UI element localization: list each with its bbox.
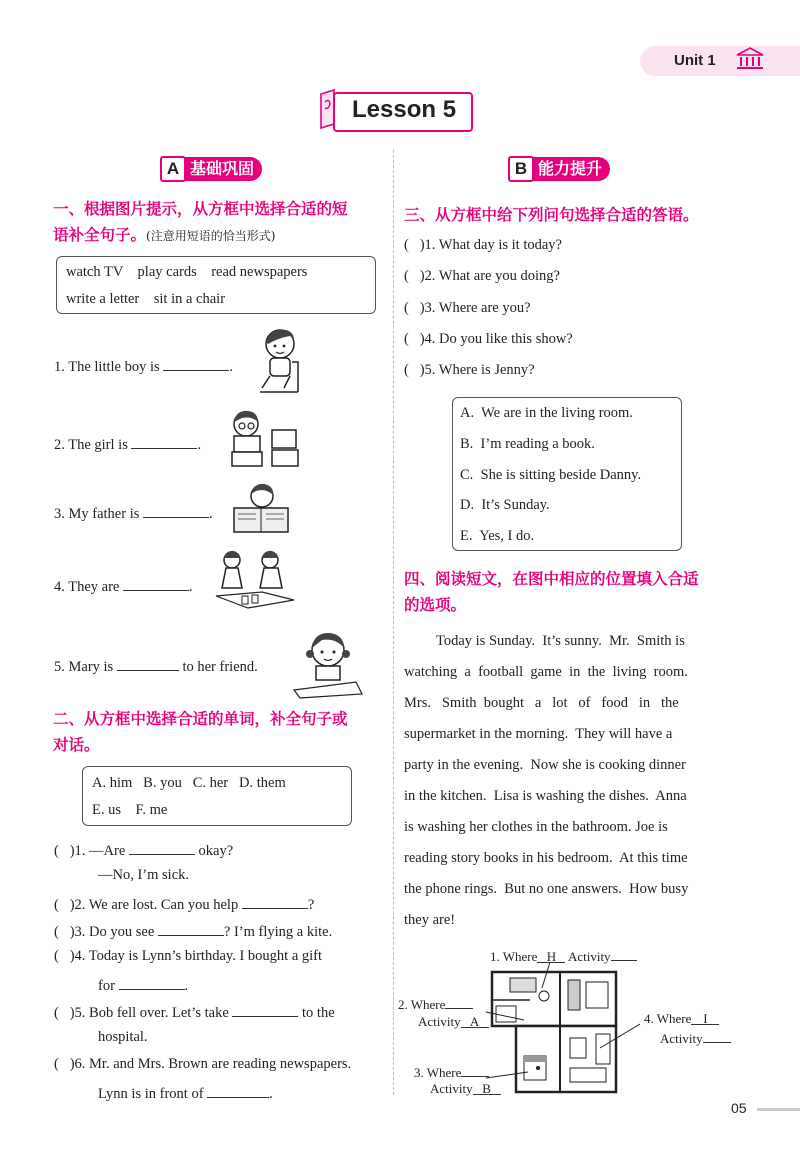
item-text: . xyxy=(209,506,213,522)
label-text: 3. Where xyxy=(414,1065,462,1080)
part3-answer-b: B. I’m reading a book. xyxy=(460,436,595,452)
item-text: Lynn is in front of xyxy=(98,1086,208,1102)
section-b-label: 能力提升 xyxy=(532,157,610,181)
answer-blank[interactable] xyxy=(611,947,637,961)
answer-blank[interactable] xyxy=(143,503,209,518)
answer-blank[interactable] xyxy=(119,975,185,990)
building-icon xyxy=(735,46,765,76)
part1-item-4 xyxy=(54,576,193,596)
label-text: 4. Where xyxy=(644,1011,692,1026)
part2-heading-line1: 二、从方框中选择合适的单词，补全句子或 xyxy=(53,709,348,728)
answer-blank[interactable] xyxy=(691,1011,719,1025)
diagram-label-4-activity xyxy=(660,1029,731,1047)
part1-item-3 xyxy=(54,503,213,523)
answer-blank[interactable] xyxy=(123,576,189,591)
item-text: ( )1. —Are xyxy=(54,843,129,859)
passage-line: supermarket in the morning. They will have a xyxy=(404,726,673,742)
part2-item-6: ( )6. Mr. and Mrs. Brown are reading newspapers. xyxy=(54,1056,352,1072)
item-text: ? I’m flying a kite. xyxy=(223,924,333,940)
part3-question-1: ( )1. What day is it today? xyxy=(404,237,562,253)
father-reading-newspaper-illustration xyxy=(226,482,296,538)
passage-line: is washing her clothes in the bathroom. Joe is xyxy=(404,819,668,835)
part2-item-5-cont: hospital. xyxy=(98,1029,148,1045)
part2-item-3 xyxy=(54,921,332,941)
diagram-label-3-where xyxy=(414,1063,489,1081)
item-text: ( )3. Do you see xyxy=(54,924,158,940)
part1-heading-line1: 一、根据图片提示，从方框中选择合适的短 xyxy=(53,199,348,218)
answer-blank[interactable] xyxy=(117,656,179,671)
part2-item-6-cont xyxy=(98,1083,273,1103)
answer-blank[interactable] xyxy=(703,1029,731,1043)
part1-item-1 xyxy=(54,356,233,376)
item-text: ( )5. Bob fell over. Let’s take xyxy=(54,1005,233,1021)
unit-tab xyxy=(640,46,800,76)
answer-blank[interactable] xyxy=(242,894,308,909)
column-divider xyxy=(393,150,394,1095)
item-text: 2. The girl is xyxy=(54,437,132,453)
answer-text: B xyxy=(482,1081,491,1096)
item-text: ( )2. We are lost. Can you help xyxy=(54,897,242,913)
part3-answer-c: C. She is sitting beside Danny. xyxy=(460,467,642,483)
part3-question-3: ( )3. Where are you? xyxy=(404,300,531,316)
children-playing-cards-illustration xyxy=(212,548,298,610)
item-text: . xyxy=(269,1086,273,1102)
part2-box-line2: E. us F. me xyxy=(92,802,168,818)
item-text: . xyxy=(188,579,193,595)
part2-item-2 xyxy=(54,894,314,914)
item-text: . xyxy=(229,359,233,375)
label-text: Activity xyxy=(660,1031,703,1046)
item-text: . xyxy=(197,437,202,453)
answer-text: H xyxy=(546,949,557,964)
part4-heading-line2: 的选项。 xyxy=(404,595,467,614)
item-text: to the xyxy=(298,1005,335,1021)
answer-blank[interactable] xyxy=(207,1083,269,1098)
answer-blank[interactable] xyxy=(163,356,229,371)
part3-answer-a: A. We are in the living room. xyxy=(460,405,633,421)
part3-question-4: ( )4. Do you like this show? xyxy=(404,331,573,347)
passage-line: Today is Sunday. It’s sunny. Mr. Smith is xyxy=(436,633,685,649)
answer-blank[interactable] xyxy=(131,434,197,449)
part4-passage xyxy=(404,626,730,936)
part3-answer-e: E. Yes, I do. xyxy=(460,528,535,544)
answer-blank[interactable] xyxy=(129,840,195,855)
part4-heading-line1: 四、阅读短文，在图中相应的位置填入合适 xyxy=(404,569,699,588)
item-text: okay? xyxy=(194,843,234,859)
passage-line: in the kitchen. Lisa is washing the dishes. Anna xyxy=(404,788,687,804)
part2-item-4: ( )4. Today is Lynn’s birthday. I bought a gift xyxy=(54,948,323,964)
item-text: ? xyxy=(307,897,315,913)
item-text: . xyxy=(184,978,189,994)
part3-answer-d: D. It’s Sunday. xyxy=(460,497,550,513)
part2-item-4-cont xyxy=(98,975,188,995)
passage-line: Mrs. Smith bought a lot of food in the xyxy=(404,695,679,711)
page-footer-bar xyxy=(757,1108,800,1111)
answer-blank[interactable] xyxy=(232,1002,298,1017)
part2-item-1-cont: —No, I’m sick. xyxy=(98,867,190,883)
label-text: 2. Where xyxy=(398,997,446,1012)
passage-line: reading story books in his bedroom. At this time xyxy=(404,850,688,866)
girl-watching-tv-illustration xyxy=(222,408,302,470)
item-text: 3. My father is xyxy=(54,506,143,522)
part1-heading xyxy=(53,196,388,249)
item-text: 4. They are xyxy=(54,579,123,595)
passage-line: the phone rings. But no one answers. How busy xyxy=(404,881,689,897)
section-a-badge xyxy=(160,156,262,182)
answer-blank[interactable] xyxy=(461,1014,489,1028)
section-b-letter: B xyxy=(508,156,534,182)
part4-heading xyxy=(404,566,740,618)
diagram-label-2-activity xyxy=(418,1014,489,1030)
item-text: for xyxy=(98,978,119,994)
diagram-label-4-where xyxy=(644,1011,719,1027)
part3-heading: 三、从方框中给下列问句选择合适的答语。 xyxy=(404,205,699,224)
section-a-label: 基础巩固 xyxy=(184,157,262,181)
page-title: Lesson 5 xyxy=(352,96,457,123)
part2-heading-line2: 对话。 xyxy=(53,735,100,754)
unit-label: Unit 1 xyxy=(674,52,716,69)
part2-item-5 xyxy=(54,1002,335,1022)
answer-blank[interactable] xyxy=(473,1081,501,1095)
part2-box-line1: A. him B. you C. her D. them xyxy=(92,775,286,791)
item-text: 5. Mary is xyxy=(54,659,117,675)
section-a-letter: A xyxy=(160,156,186,182)
answer-blank[interactable] xyxy=(537,949,565,963)
answer-blank[interactable] xyxy=(158,921,224,936)
part2-item-1 xyxy=(54,840,233,860)
diagram-label-1 xyxy=(490,947,637,965)
part1-item-2 xyxy=(54,434,201,454)
diagram-label-2-where xyxy=(398,995,473,1013)
section-b-badge xyxy=(508,156,610,182)
part2-heading xyxy=(53,706,388,758)
passage-line: watching a football game in the living room. xyxy=(404,664,688,680)
part1-heading-line2: 语补全句子。 xyxy=(53,225,147,244)
part1-box-line1: watch TV play cards read newspapers xyxy=(66,264,308,280)
item-text: to her friend. xyxy=(178,659,258,675)
answer-text: I xyxy=(703,1011,708,1026)
part1-item-5 xyxy=(54,656,258,676)
part1-note: (注意用短语的恰当形式) xyxy=(146,229,276,243)
part3-question-2: ( )2. What are you doing? xyxy=(404,268,560,284)
page-number: 05 xyxy=(731,1100,747,1116)
label-text: Activity xyxy=(567,949,611,964)
part3-question-5: ( )5. Where is Jenny? xyxy=(404,362,535,378)
label-text: Activity xyxy=(418,1014,461,1029)
answer-text: A xyxy=(469,1014,480,1029)
label-text: 1. Where xyxy=(490,949,538,964)
answer-blank[interactable] xyxy=(445,995,473,1009)
diagram-label-3-activity xyxy=(430,1081,501,1097)
answer-blank[interactable] xyxy=(461,1063,489,1077)
passage-line: they are! xyxy=(404,912,456,928)
item-text: 1. The little boy is xyxy=(54,359,164,375)
label-text: Activity xyxy=(430,1081,473,1096)
girl-writing-letter-illustration xyxy=(292,628,364,700)
boy-sitting-illustration xyxy=(256,326,302,398)
passage-line: party in the evening. Now she is cooking dinner xyxy=(404,757,686,773)
part1-box-line2: write a letter sit in a chair xyxy=(66,291,226,307)
